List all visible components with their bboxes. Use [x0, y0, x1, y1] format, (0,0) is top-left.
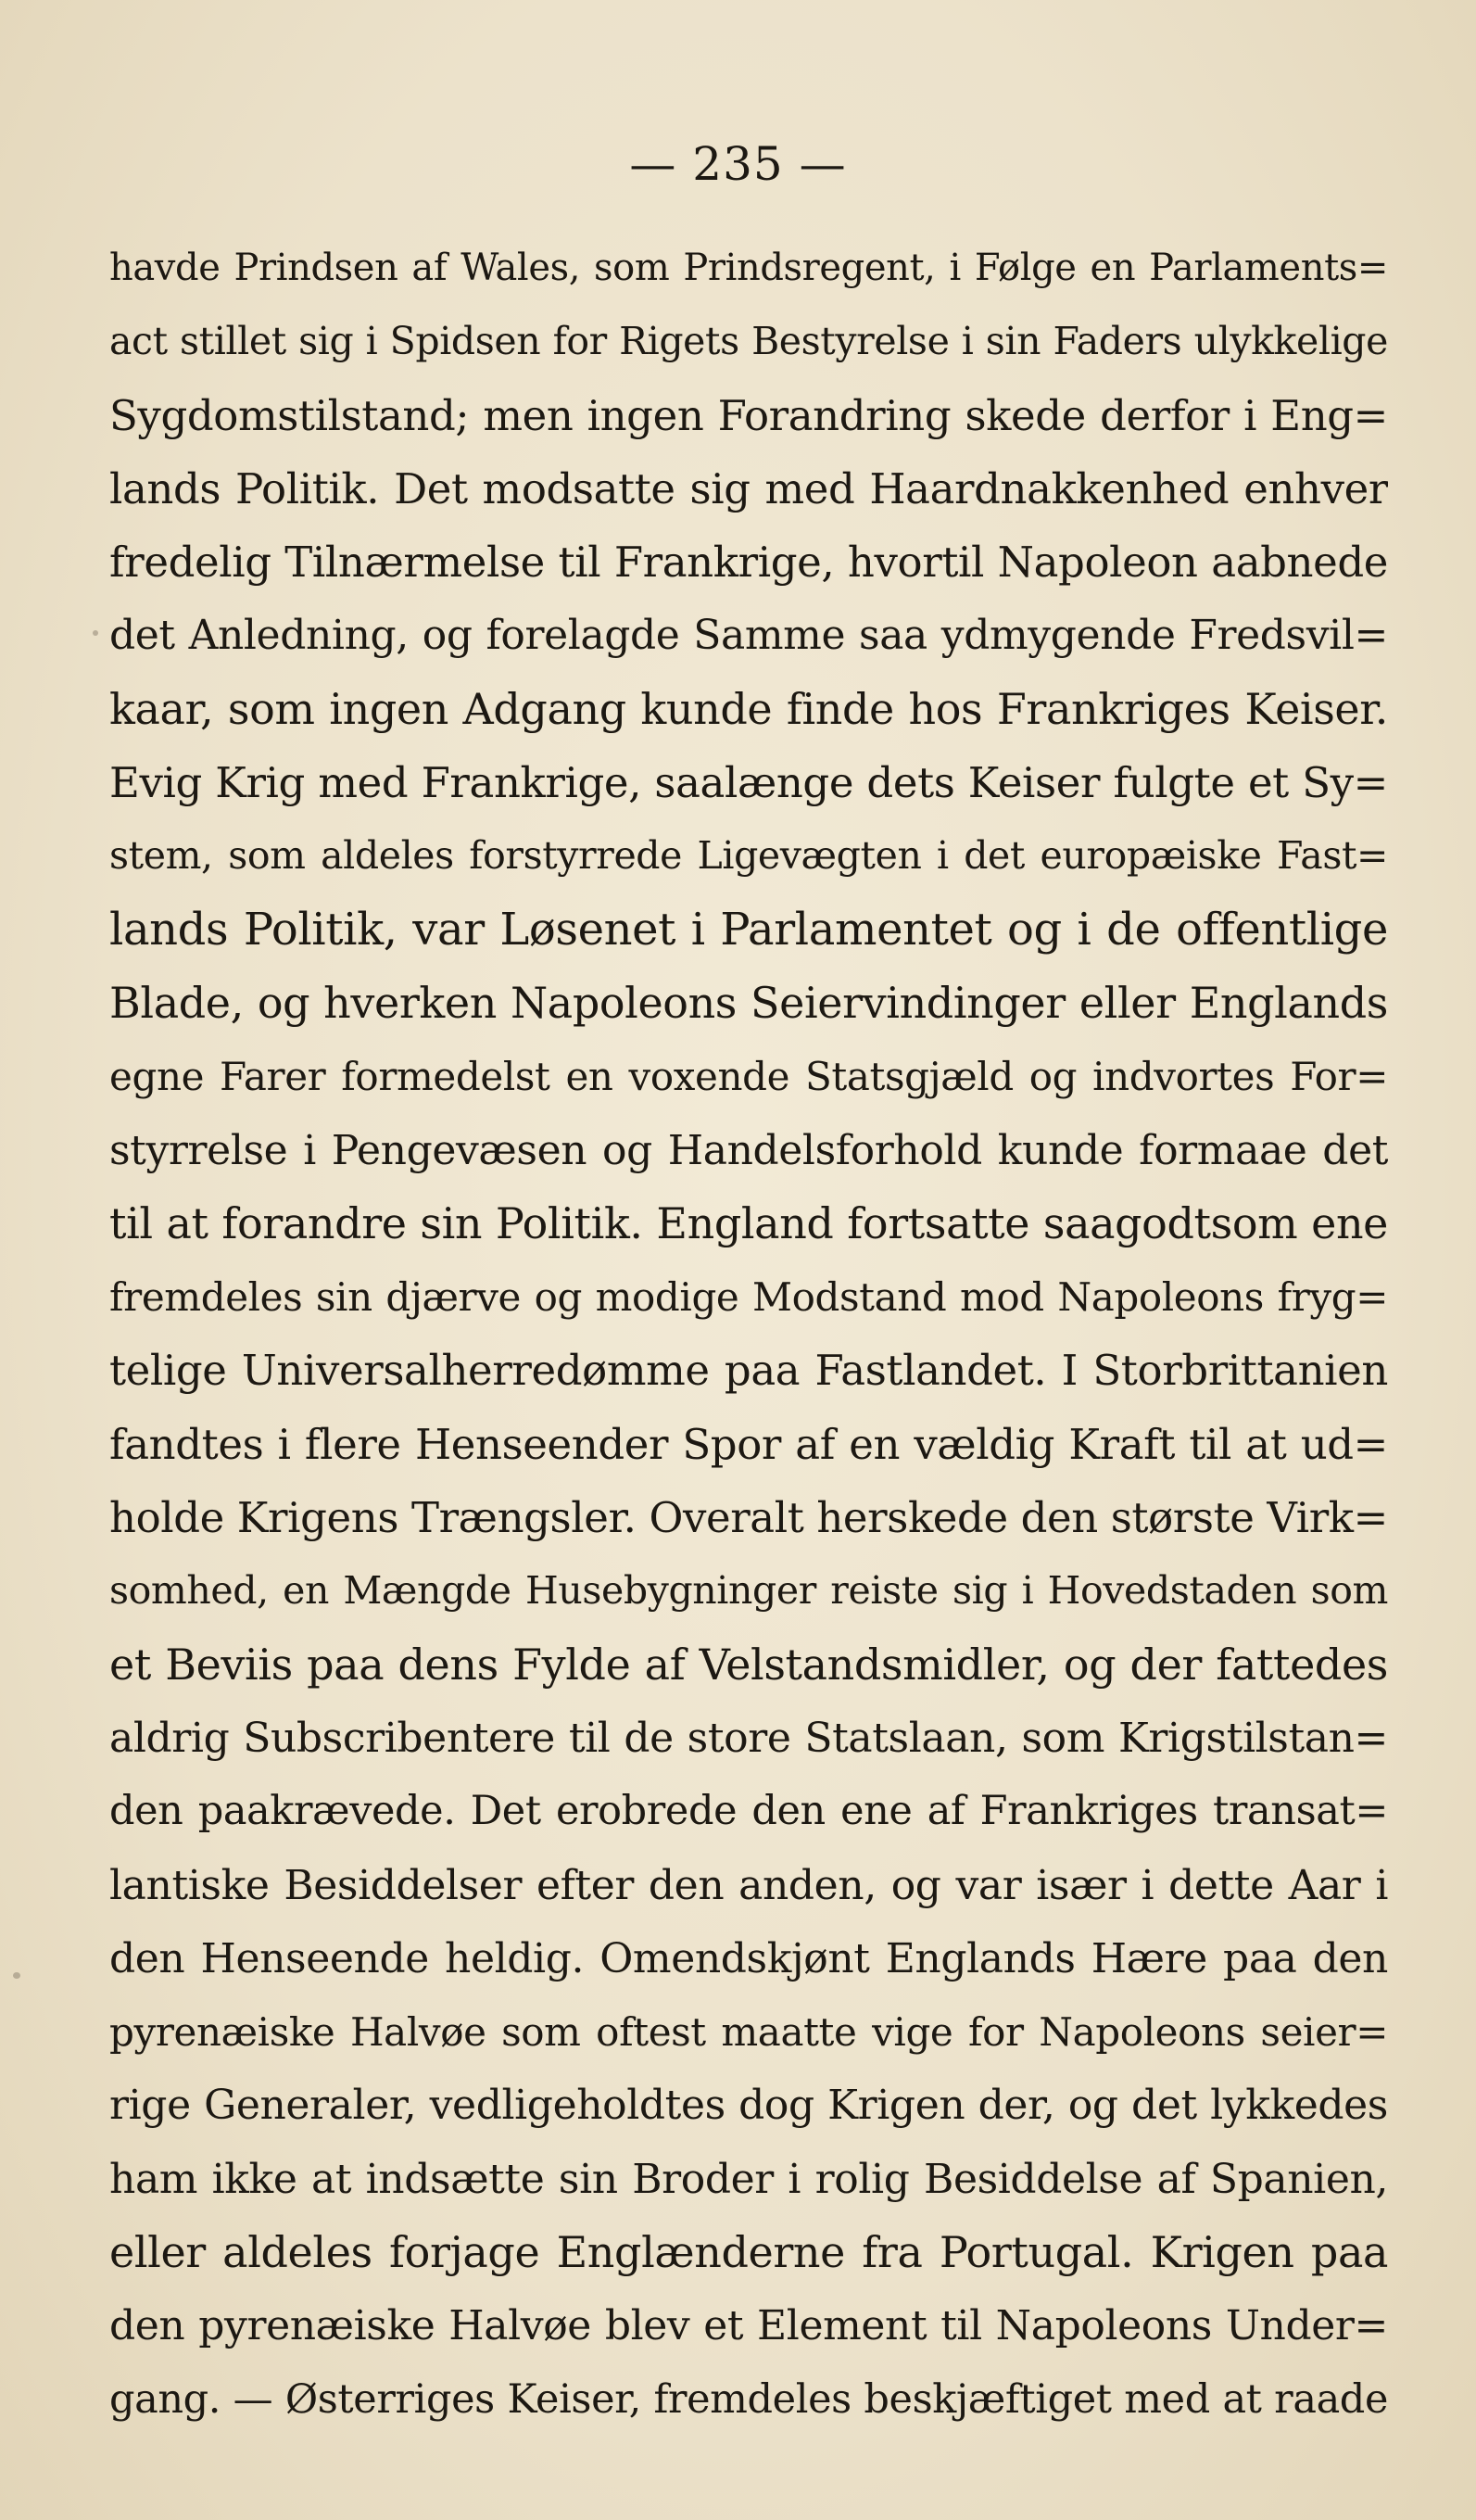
text-line: telige Universalherredømme paa Fastlandet. I Storbrittanien — [109, 1346, 1388, 1396]
text-line: Sygdomstilstand; men ingen Forandring skede derfor i Eng= — [109, 390, 1388, 440]
text-line: eller aldeles forjage Englænderne fra Portugal. Krigen paa — [109, 2227, 1388, 2278]
text-line: havde Prindsen af Wales, som Prindsregent, i Følge en Parlaments= — [109, 247, 1388, 289]
body-text — [109, 232, 1388, 2437]
text-line: Blade, og hverken Napoleons Seiervindinger eller Englands — [109, 977, 1388, 1028]
text-line: gang. — Østerriges Keiser, fremdeles beskjæftiget med at raade — [109, 2375, 1388, 2423]
text-line: styrrelse i Pengevæsen og Handelsforhold kunde formaae det — [109, 1126, 1388, 1174]
text-line: egne Farer formedelst en voxende Statsgjæld og indvortes For= — [109, 1054, 1388, 1100]
text-line: et Beviis paa dens Fylde af Velstandsmidler, og der fattedes — [109, 1639, 1388, 1690]
text-line: den paakrævede. Det erobrede den ene af Frankriges transat= — [109, 1788, 1388, 1835]
text-line: kaar, som ingen Adgang kunde finde hos Frankriges Keiser. — [109, 683, 1388, 734]
text-line: aldrig Subscribentere til de store Statslaan, som Krigstilstan= — [109, 1714, 1388, 1762]
text-line: act stillet sig i Spidsen for Rigets Bestyrelse i sin Faders ulykkelige — [109, 319, 1388, 364]
text-line: den pyrenæiske Halvøe blev et Element til Napoleons Under= — [109, 2302, 1388, 2350]
text-line: ham ikke at indsætte sin Broder i rolig Besiddelse af Spanien, — [109, 2155, 1388, 2203]
text-line: fandtes i flere Henseender Spor af en vældig Kraft til at ud= — [109, 1419, 1388, 1469]
text-line: pyrenæiske Halvøe som oftest maatte vige for Napoleons seier= — [109, 2009, 1388, 2056]
paper-speck — [13, 1972, 20, 1979]
page-number-header: — 235 — — [629, 137, 847, 191]
text-line: holde Krigens Trængsler. Overalt herskede den største Virk= — [109, 1493, 1388, 1543]
paper-speck — [93, 630, 98, 636]
text-line: somhed, en Mængde Husebygninger reiste sig i Hovedstaden som — [109, 1568, 1388, 1614]
text-line: den Henseende heldig. Omendskjønt Englands Hære paa den — [109, 1934, 1388, 1982]
text-line: lands Politik, var Løsenet i Parlamentet og i de offentlige — [109, 903, 1388, 956]
text-line: lands Politik. Det modsatte sig med Haardnakkenhed enhver — [109, 463, 1388, 513]
text-line: fredelig Tilnærmelse til Frankrige, hvortil Napoleon aabnede — [109, 538, 1388, 588]
text-line: stem, som aldeles forstyrrede Ligevægten i det europæiske Fast= — [109, 833, 1388, 879]
text-line: fremdeles sin djærve og modige Modstand mod Napoleons fryg= — [109, 1274, 1388, 1321]
text-line: lantiske Besiddelser efter den anden, og var især i dette Aar i — [109, 1861, 1388, 1909]
text-line: Evig Krig med Frankrige, saalænge dets Keiser fulgte et Sy= — [109, 758, 1388, 808]
text-line: det Anledning, og forelagde Samme saa ydmygende Fredsvil= — [109, 612, 1388, 660]
text-line: til at forandre sin Politik. England fortsatte saagodtsom ene — [109, 1197, 1388, 1248]
text-line: rige Generaler, vedligeholdtes dog Krigen der, og det lykkedes — [109, 2082, 1388, 2130]
